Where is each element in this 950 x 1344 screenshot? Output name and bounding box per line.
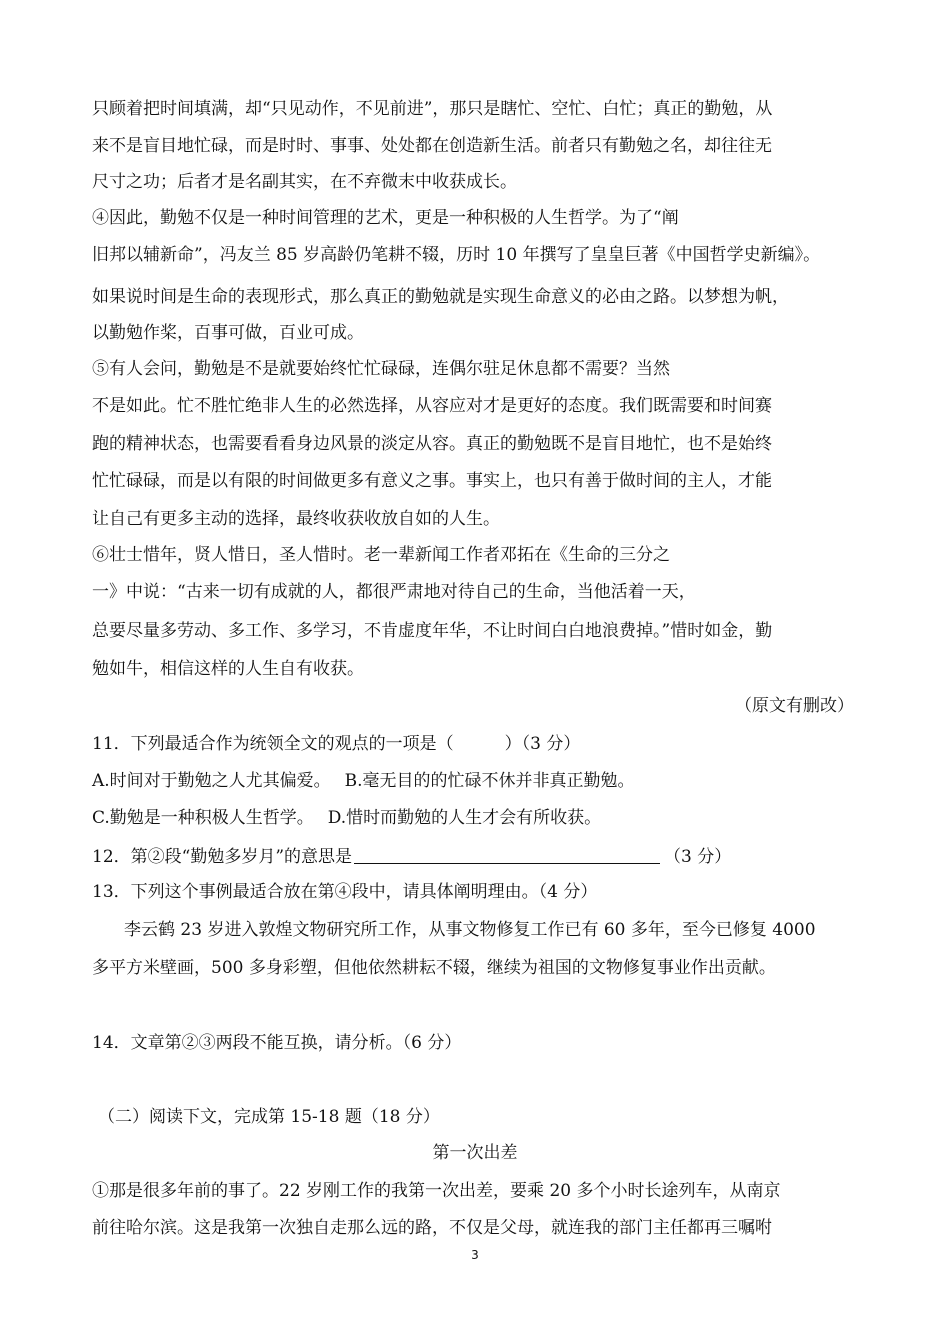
question-13-example: 多平方米壁画，500 多身彩塑，但他依然耕耘不辍，继续为祖国的文物修复事业作出贡献。 bbox=[92, 958, 776, 978]
question-11-options-ab: A.时间对于勤勉之人尤其偏爱。 B.毫无目的的忙碌不休并非真正勤勉。 bbox=[92, 771, 635, 791]
paragraph-line: 如果说时间是生命的表现形式，那么真正的勤勉就是实现生命意义的必由之路。以梦想为帆， bbox=[92, 287, 789, 307]
question-11-stem: 11．下列最适合作为统领全文的观点的一项是（ ）（3 分） bbox=[92, 734, 581, 754]
paragraph-line: 旧邦以辅新命”，冯友兰 85 岁高龄仍笔耕不辍，历时 10 年撰写了皇皇巨著《中国哲学史新编》。 bbox=[92, 245, 821, 265]
paragraph-line: 尺寸之功；后者才是名副其实，在不弃微末中收获成长。 bbox=[92, 172, 517, 192]
question-11-options-cd: C.勤勉是一种积极人生哲学。 D.惜时而勤勉的人生才会有所收获。 bbox=[92, 808, 602, 828]
paragraph-line: 不是如此。忙不胜忙绝非人生的必然选择，从容应对才是更好的态度。我们既需要和时间赛 bbox=[92, 396, 772, 416]
paragraph-line: 来不是盲目地忙碌，而是时时、事事、处处都在创造新生活。前者只有勤勉之名，却往往无 bbox=[92, 136, 772, 156]
question-14: 14．文章第②③两段不能互换，请分析。（6 分） bbox=[92, 1033, 462, 1053]
page-number: 3 bbox=[471, 1248, 479, 1262]
paragraph-line: 勉如牛，相信这样的人生自有收获。 bbox=[92, 659, 364, 679]
section-heading: （二）阅读下文，完成第 15-18 题（18 分） bbox=[98, 1107, 440, 1127]
paragraph-line: ①那是很多年前的事了。22 岁刚工作的我第一次出差，要乘 20 多个小时长途列车，从南京 bbox=[92, 1181, 781, 1201]
question-13-stem: 13．下列这个事例最适合放在第④段中，请具体阐明理由。（4 分） bbox=[92, 882, 598, 902]
paragraph-line: ⑥壮士惜年，贤人惜日，圣人惜时。老一辈新闻工作者邓拓在《生命的三分之 bbox=[92, 545, 670, 565]
paragraph-line: 跑的精神状态，也需要看看身边风景的淡定从容。真正的勤勉既不是盲目地忙，也不是始终 bbox=[92, 434, 772, 454]
paragraph-line: 让自己有更多主动的选择，最终收获收放自如的人生。 bbox=[92, 509, 500, 529]
paragraph-line: 忙忙碌碌，而是以有限的时间做更多有意义之事。事实上，也只有善于做时间的主人，才能 bbox=[92, 471, 772, 491]
paragraph-line: 一》中说：“古来一切有成就的人，都很严肃地对待自己的生命，当他活着一天， bbox=[92, 582, 696, 602]
story-title: 第一次出差 bbox=[432, 1143, 518, 1163]
source-note: （原文有删改） bbox=[735, 696, 854, 716]
question-13-example: 李云鹤 23 岁进入敦煌文物研究所工作，从事文物修复工作已有 60 多年，至今已修复 4000 bbox=[124, 920, 816, 940]
answer-blank[interactable] bbox=[354, 845, 660, 864]
paragraph-line: 以勤勉作桨，百事可做，百业可成。 bbox=[92, 323, 364, 343]
paragraph-line: 前往哈尔滨。这是我第一次独自走那么远的路，不仅是父母，就连我的部门主任都再三嘱咐 bbox=[92, 1218, 772, 1238]
paragraph-line: 总要尽量多劳动、多工作、多学习，不肯虚度年华，不让时间白白地浪费掉。”惜时如金，勤 bbox=[92, 621, 773, 641]
paragraph-line: ④因此，勤勉不仅是一种时间管理的艺术，更是一种积极的人生哲学。为了“阐 bbox=[92, 208, 679, 228]
paragraph-line: 只顾着把时间填满，却“只见动作，不见前进”，那只是瞎忙、空忙、白忙；真正的勤勉，从 bbox=[92, 99, 773, 119]
question-12-prefix: 12．第②段“勤勉多岁月”的意思是 bbox=[92, 847, 353, 867]
question-12-score: （3 分） bbox=[664, 847, 732, 867]
question-12 bbox=[92, 845, 858, 869]
paragraph-line: ⑤有人会问，勤勉是不是就要始终忙忙碌碌，连偶尔驻足休息都不需要？当然 bbox=[92, 359, 670, 379]
